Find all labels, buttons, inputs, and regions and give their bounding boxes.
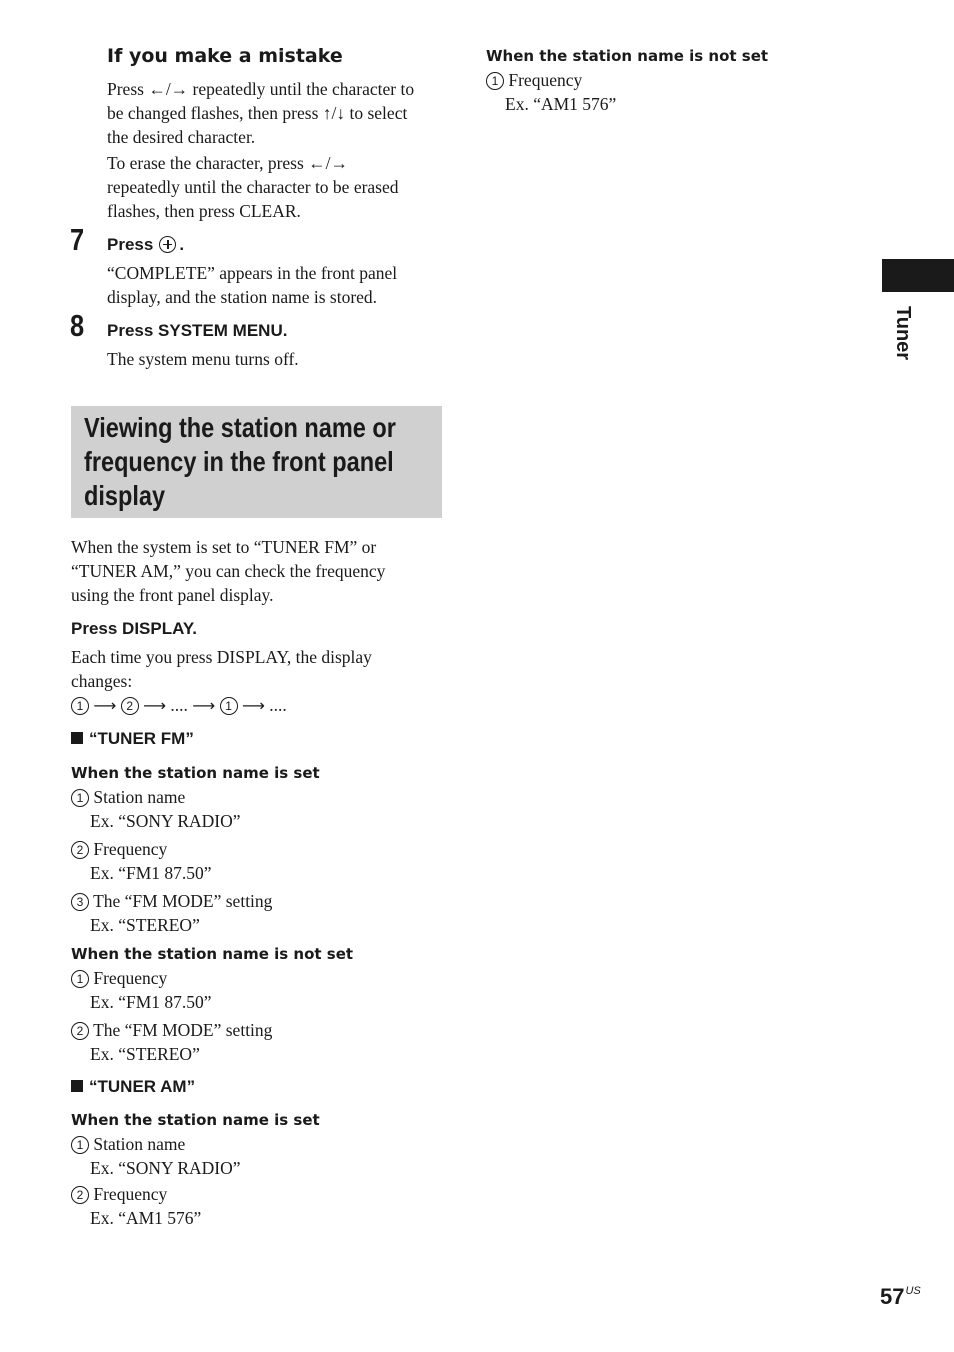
circled-number: 2 [71,1186,89,1204]
step-7-body [107,261,397,309]
circled-number: 3 [71,893,89,911]
am-set-heading: When the station name is set [71,1111,320,1129]
arrow-right-icon: ⟶ [93,696,117,715]
display-sequence [71,693,372,718]
fm-notset-list [71,966,272,1066]
list-item [71,785,272,833]
mistake-paragraph-1 [107,77,414,149]
square-bullet-icon [71,732,83,744]
circled-number: 1 [71,970,89,988]
tuner-fm-label: “TUNER FM” [89,729,194,748]
step-8-title: Press SYSTEM MENU. [107,321,288,340]
item-label: The “FM MODE” setting [93,891,273,911]
list-item [71,1132,241,1180]
text-line: display, and the station name is stored. [107,287,378,307]
text-line: Press ←/→ repeatedly until the character to [107,79,415,99]
circled-number: 2 [71,1022,89,1040]
step-7-title-pre: Press [107,235,154,254]
text-line: repeatedly until the character to be erased [107,177,399,197]
section-title [84,411,437,513]
text-line: “COMPLETE” appears in the front panel [107,263,398,283]
section-title-line: frequency in the front panel [84,446,394,477]
fm-notset-heading: When the station name is not set [71,945,354,963]
item-example: Ex. “SONY RADIO” [90,811,241,831]
circled-number: 1 [486,72,504,90]
text-line: “TUNER AM,” you can check the frequency [71,561,386,581]
arrow-right-icon: ⟶ [241,696,265,715]
square-bullet-icon [71,1080,83,1092]
ellipsis: .... [170,695,188,715]
step-7-title-post: . [179,235,185,254]
text-line: the desired character. [107,127,256,147]
list-item [71,889,272,937]
each-time-text [71,645,372,718]
text-line: be changed flashes, then press ↑/↓ to select [107,103,408,123]
text-line: flashes, then press CLEAR. [107,201,301,221]
step-8-body: The system menu turns off. [107,349,299,369]
side-tab-marker [882,259,954,292]
page-number [880,1284,921,1310]
section-title-line: display [84,480,166,511]
list-item [71,966,272,1014]
section-heading-box [71,406,442,518]
text-line: To erase the character, press ←/→ [107,153,349,173]
circled-number: 2 [121,697,139,715]
arrow-right-icon: ⟶ [143,696,166,715]
item-label: Station name [93,1134,186,1154]
text-line: Each time you press DISPLAY, the display [71,647,372,667]
item-label: Frequency [93,968,168,988]
text-line: changes: [71,671,133,691]
list-item [486,68,616,116]
page-number-value: 57 [880,1284,905,1309]
am-notset-list [486,68,616,116]
item-example: Ex. “SONY RADIO” [90,1158,241,1178]
text-line: using the front panel display. [71,585,274,605]
circled-number: 2 [71,841,89,859]
am-notset-heading: When the station name is not set [486,47,769,65]
am-set-list [71,1132,241,1230]
list-item [71,1182,241,1230]
circled-number: 1 [71,697,89,715]
item-label: Frequency [93,1184,168,1204]
circled-number: 1 [71,789,89,807]
mistake-heading: If you make a mistake [107,45,343,67]
arrow-right-icon: ⟶ [192,696,216,715]
circled-number: 1 [71,1136,89,1154]
tuner-fm-heading [71,729,194,749]
item-example: Ex. “STEREO” [90,1044,200,1064]
enter-button-icon [159,236,176,253]
fm-set-heading: When the station name is set [71,764,320,782]
item-example: Ex. “FM1 87.50” [90,863,212,883]
ellipsis: .... [269,695,287,715]
step-8-number: 8 [70,308,85,343]
circled-number: 1 [220,697,238,715]
item-example: Ex. “AM1 576” [90,1208,202,1228]
text-line: When the system is set to “TUNER FM” or [71,537,377,557]
list-item [71,837,272,885]
page-number-suffix: US [905,1285,921,1297]
fm-set-list [71,785,272,937]
item-example: Ex. “AM1 576” [505,94,617,114]
section-title-line: Viewing the station name or [84,412,396,443]
side-tab-label: Tuner [892,306,914,361]
step-7-title [107,235,184,255]
item-label: Station name [93,787,186,807]
item-label: Frequency [508,70,583,90]
item-label: Frequency [93,839,168,859]
tuner-am-heading [71,1077,195,1097]
tuner-am-label: “TUNER AM” [89,1077,196,1096]
mistake-paragraph-2 [107,151,399,223]
press-display-heading: Press DISPLAY. [71,619,197,638]
item-example: Ex. “STEREO” [90,915,200,935]
item-label: The “FM MODE” setting [93,1020,273,1040]
item-example: Ex. “FM1 87.50” [90,992,212,1012]
step-7-number: 7 [70,222,85,257]
list-item [71,1018,272,1066]
section-intro [71,535,385,607]
